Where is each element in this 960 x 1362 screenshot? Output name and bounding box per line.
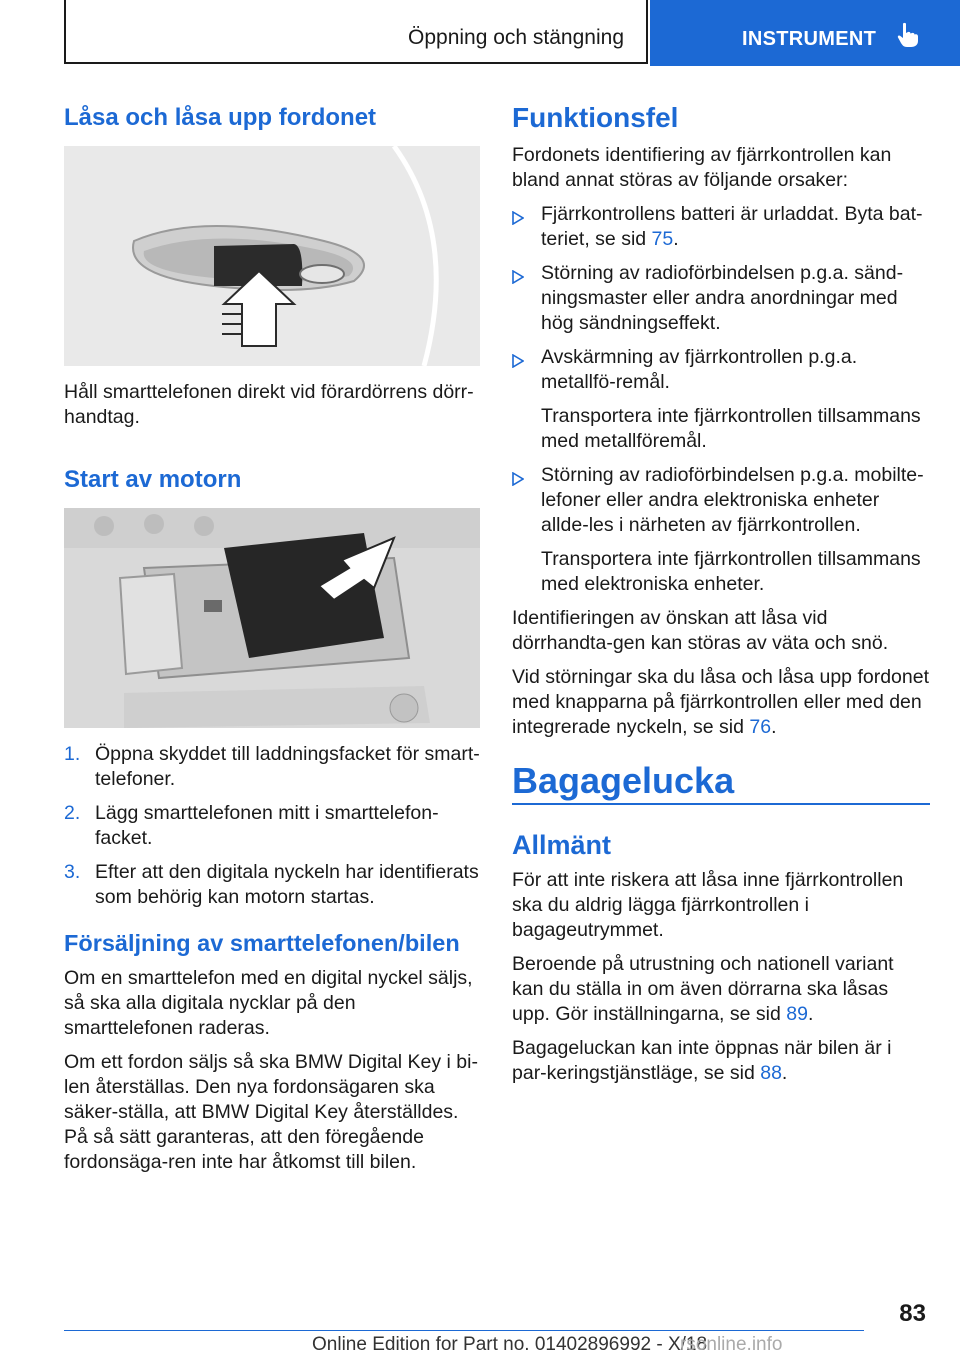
door-handle-figure [64, 146, 480, 366]
page-link-89[interactable]: 89 [786, 1003, 808, 1025]
heading-sale: Försäljning av smarttelefonen/bilen [64, 930, 460, 956]
page-link-75[interactable]: 75 [651, 228, 674, 250]
footer-edition: Online Edition for Part no. 01402896992 - X/18 [312, 1334, 708, 1355]
step-number: 3. [64, 861, 81, 883]
triangle-bullet-icon [512, 207, 524, 232]
paragraph-trunk-settings-text: Beroende på utrustning och nationell variant kan du ställa in om även dörrarna ska låsas upp. Gör inställningarna, se sid [512, 953, 894, 1025]
list-item [512, 202, 930, 252]
chapter-tab-label: INSTRUMENT [742, 28, 877, 50]
triangle-bullet-icon [512, 266, 524, 291]
bullet-extra-text: Transportera inte fjärrkontrollen tillsammans med metallföremål. [541, 405, 921, 452]
paragraph-sale-phone: Om en smarttelefon med en digital nyckel säljs, så ska alla digitala nycklar på den smarttelefonen raderas. [64, 967, 473, 1039]
list-item [512, 345, 930, 454]
paragraph-malfunction-intro: Fordonets identifiering av fjärrkontrollen kan bland annat störas av följande orsaker: [512, 144, 892, 191]
paragraph-disturbance-text: Vid störningar ska du låsa och låsa upp fordonet med knapparna på fjärrkontrollen eller med den integrerade nyckeln, se sid [512, 666, 929, 738]
pointing-hand-icon [896, 22, 920, 53]
bullet-tail: . [673, 228, 679, 250]
list-item [512, 463, 930, 597]
paragraph-trunk-settings-tail: . [807, 1003, 814, 1025]
bullet-text: Avskärmning av fjärrkontrollen p.g.a. metallfö-remål. [541, 346, 858, 393]
page-link-88[interactable]: 88 [760, 1062, 782, 1084]
paragraph-trunk-valet [512, 1036, 930, 1086]
paragraph-disturbance [512, 665, 930, 740]
heading-general: Allmänt [512, 830, 612, 860]
malfunction-section [512, 143, 930, 749]
footer-watermark: rsonline.info [680, 1334, 783, 1355]
bullet-extra-text: Transportera inte fjärrkontrollen tillsammans med elektroniska enheter. [541, 548, 921, 595]
step-text: Efter att den digitala nyckeln har identifierats som behörig kan motorn startas. [95, 861, 479, 908]
heading-trunk: Bagagelucka [512, 760, 735, 801]
bullet-text: Fjärrkontrollens batteri är urladdat. Byta bat-teriet, se sid [541, 203, 923, 250]
step-text: Lägg smarttelefonen mitt i smarttelefon-facket. [95, 802, 439, 849]
paragraph-trunk-warning: För att inte riskera att låsa inne fjärrkontrollen ska du aldrig lägga fjärrkontrollen i bagageutrymmet. [512, 869, 904, 941]
sale-section [64, 966, 480, 1184]
list-item [64, 860, 480, 910]
heading-rule [512, 803, 930, 805]
paragraph-hold-phone: Håll smarttelefonen direkt vid förardörrens dörr-handtag. [64, 381, 474, 428]
heading-lock-unlock: Låsa och låsa upp fordonet [64, 104, 377, 131]
triangle-bullet-icon [512, 468, 524, 493]
step-number: 2. [64, 802, 81, 824]
paragraph-trunk-valet-text: Bagageluckan kan inte öppnas när bilen är i par-keringstjänstläge, se sid [512, 1037, 892, 1084]
chapter-tab[interactable] [650, 0, 960, 66]
heading-malfunction: Funktionsfel [512, 102, 679, 133]
list-item [64, 742, 480, 792]
paragraph-trunk-settings [512, 952, 930, 1027]
step-text: Öppna skyddet till laddningsfacket för smart-telefoner. [95, 743, 480, 790]
page-number: 83 [899, 1300, 926, 1327]
heading-start-engine: Start av motorn [64, 466, 242, 493]
section-title: Öppning och stängning [408, 26, 624, 49]
start-engine-steps [64, 742, 480, 919]
list-item [512, 261, 930, 336]
list-item [64, 801, 480, 851]
trunk-general-section [512, 868, 930, 1095]
footer-rule [64, 1330, 864, 1331]
step-number: 1. [64, 743, 81, 765]
page-link-76[interactable]: 76 [749, 716, 772, 738]
paragraph-trunk-valet-tail: . [781, 1062, 788, 1084]
charging-tray-figure [64, 508, 480, 728]
paragraph-identification: Identifieringen av önskan att låsa vid dörrhandta-gen kan störas av väta och snö. [512, 607, 889, 654]
paragraph-disturbance-tail: . [771, 716, 777, 738]
malfunction-causes-list [512, 202, 930, 597]
bullet-text: Störning av radioförbindelsen p.g.a. mobilte-lefoner eller andra elektroniska enheter allde-les i närheten av fjärrkontrollen. [541, 464, 924, 536]
bullet-text: Störning av radioförbindelsen p.g.a. sänd-ningsmaster eller andra anordningar med hög sändningseffekt. [541, 262, 904, 334]
paragraph-sale-vehicle: Om ett fordon säljs så ska BMW Digital Key i bi-len återställas. Den nya fordonsägaren ska säker-ställa, att BMW Digital Key återställdes. På så sätt garanteras, att den föregående fordonsäga-ren inte har åtkomst till bilen. [64, 1051, 478, 1173]
triangle-bullet-icon [512, 350, 524, 375]
